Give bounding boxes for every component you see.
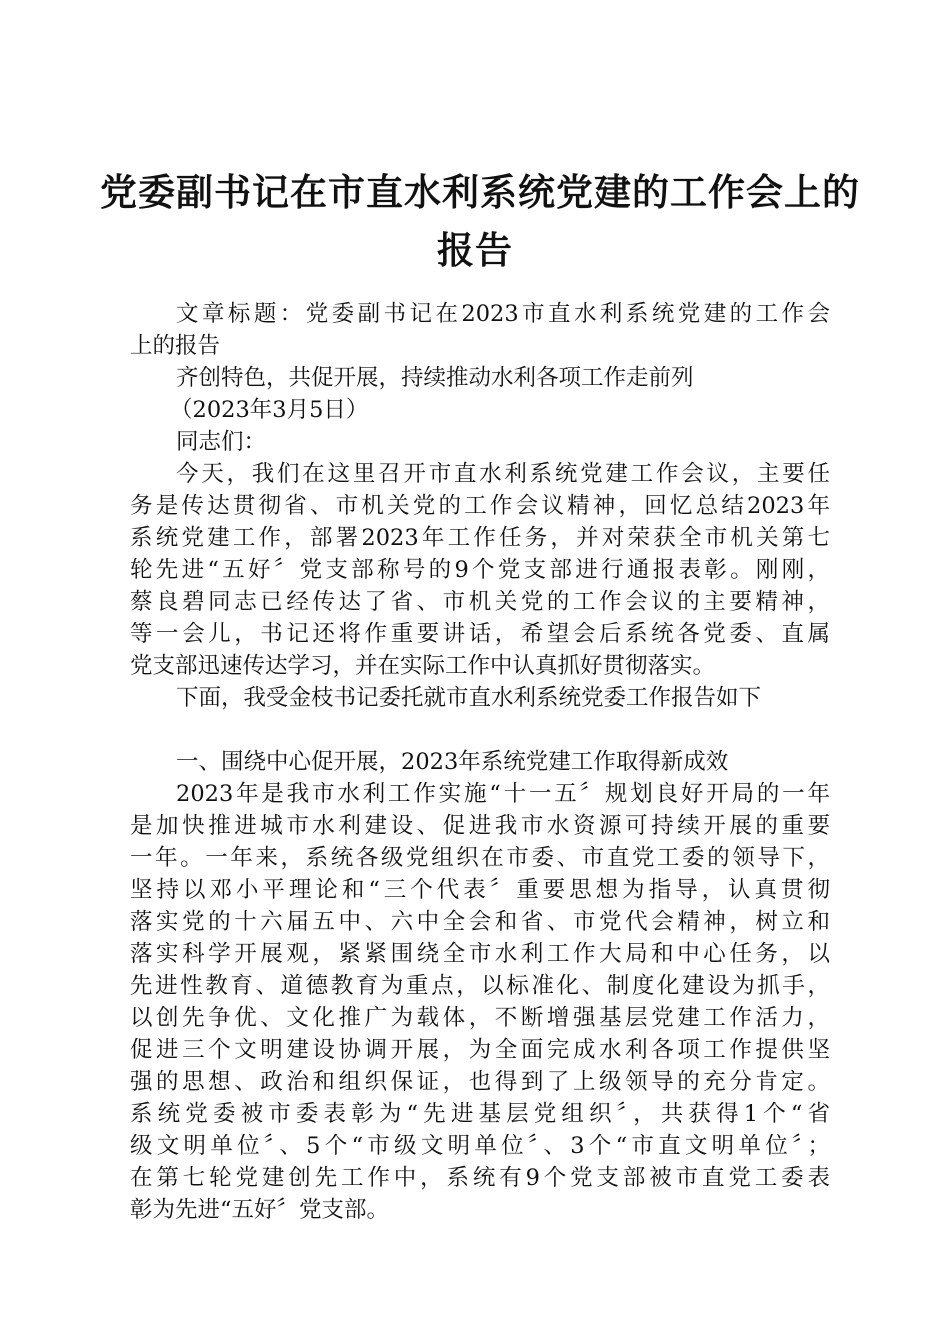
paragraph-line: 先进性教育、道德教育为重点，以标准化、制度化建设为抓手， [130,973,830,999]
paragraph-line: 落实科学开展观，紧紧围绕全市水利工作大局和中心任务，以 [130,941,830,967]
paragraph-line: 是加快推进城市水利建设、促进我市水资源可持续开展的重要 [130,813,830,839]
paragraph-line: 务是传达贯彻省、市机关党的工作会议精神，回忆总结2023年 [130,493,830,519]
paragraph-line: 今天，我们在这里召开市直水利系统党建工作会议，主要任 [176,461,830,487]
paragraph-line: 等一会儿，书记还将作重要讲话，希望会后系统各党委、直属 [130,621,830,647]
paragraph-line: 级文明单位〞、5个“市级文明单位〞、3个“市直文明单位〞； [130,1133,830,1159]
paragraph-line: 以创先争优、文化推广为载体，不断增强基层党建工作活力， [130,1005,830,1031]
paragraph-line: 下面，我受金枝书记委托就市直水利系统党委工作报告如下 [176,685,762,711]
paragraph-line: 落实党的十六届五中、六中全会和省、市党代会精神，树立和 [130,909,830,935]
section-heading: 一、围绕中心促开展，2023年系统党建工作取得新成效 [176,749,729,775]
paragraph-line: 2023年是我市水利工作实施“十一五〞规划良好开局的一年 [176,781,830,807]
paragraph-line: 坚持以邓小平理论和“三个代表〞重要思想为指导，认真贯彻 [130,877,830,903]
report-subtitle: 齐创特色，共促开展，持续推动水利各项工作走前列 [176,365,694,391]
paragraph-line: 系统党建工作，部署2023年工作任务，并对荣获全市机关第七 [130,525,830,551]
paragraph-line: 系统党委被市委表彰为“先进基层党组织〞，共获得1个“省 [130,1101,830,1127]
salutation: 同志们： [176,429,267,455]
document-title-line-1: 党委副书记在市直水利系统党建的工作会上的 [100,171,860,214]
paragraph-line: 强的思想、政治和组织保证，也得到了上级领导的充分肯定。 [130,1069,830,1095]
paragraph-line: 蔡良碧同志已经传达了省、市机关党的工作会议的主要精神， [130,589,830,615]
paragraph-line: 在第七轮党建创先工作中，系统有9个党支部被市直党工委表 [130,1165,830,1191]
article-title-line: 文章标题：党委副书记在2023市直水利系统党建的工作会 [176,301,830,327]
article-title-line-continued: 上的报告 [130,333,221,359]
paragraph-line: 一年。一年来，系统各级党组织在市委、市直党工委的领导下， [130,845,830,871]
paragraph-line: 党支部迅速传达学习，并在实际工作中认真抓好贯彻落实。 [130,653,716,679]
paragraph-line: 轮先进“五好〞党支部称号的9个党支部进行通报表彰。刚刚， [130,557,830,583]
paragraph-line: 促进三个文明建设协调开展，为全面完成水利各项工作提供坚 [130,1037,830,1063]
report-date: （2023年3月5日） [170,397,369,423]
document-title-line-2: 报告 [437,229,513,272]
paragraph-line: 彰为先进“五好〞党支部。 [130,1197,390,1223]
